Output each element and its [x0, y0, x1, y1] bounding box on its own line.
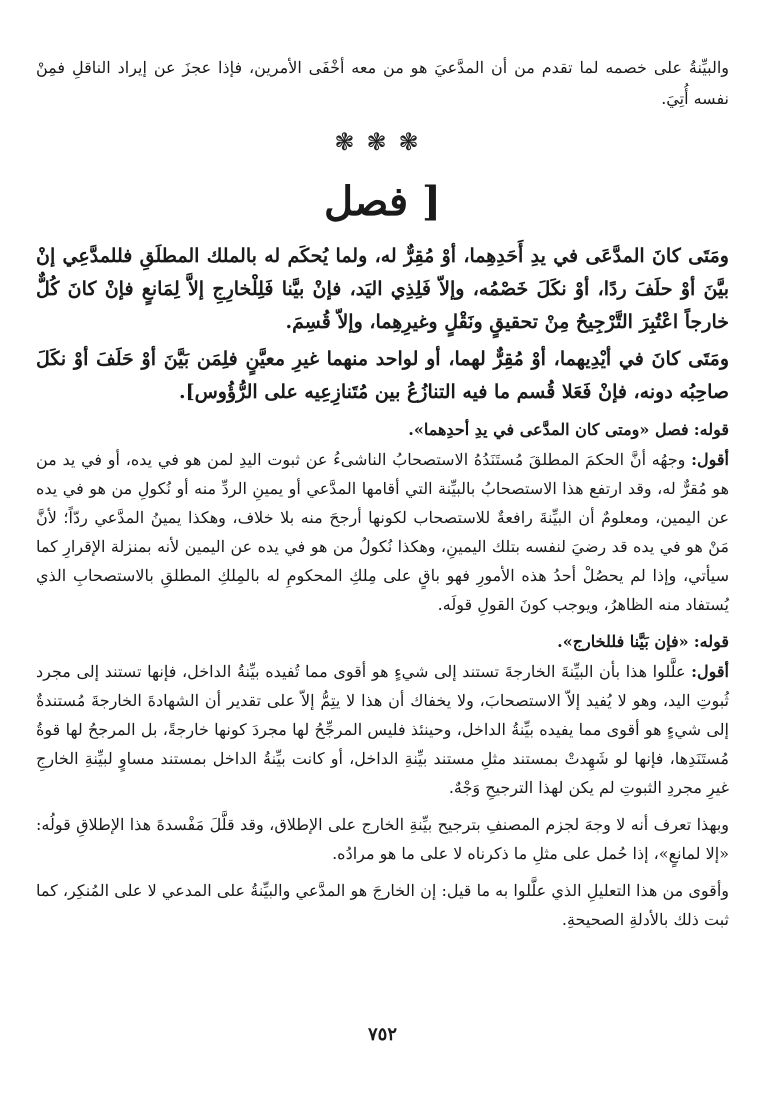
aqul-text-2: علَّلوا هذا بأن البيِّنةَ الخارجةَ تستند إلى شيءٍ هو أقوى مما تُفيده بيِّنةُ الداخل، فإنها تستند إلى مجرد ثُبوتِ اليد، وهو لا يُفيد إلاّ الاستصحابَ، ولا يخفاك أن هذا لا يتِمُّ إلاّ على تقدير أن الشهادةَ الخارجةَ مُستندةٌ إلى شيءٍ هو أقوى مما يفيده بيِّنةُ الداخل، وحينئذ فليس المرجِّحُ لها مجردَ كونها خارجةً، بل المرجحُ لها قوةُ مُستَنَدِها، فإنها لو شَهِدتْ بمستند مثلِ مستند بيِّنةِ الداخل، أو كانت بيِّنةُ الداخل بمستند مساوٍ لبيِّنةِ الخارجِ غيرِ مجردِ الثبوتِ لم يكن لهذا الترجيحِ وَجْهٌ.: [36, 662, 730, 797]
qawl-label-2: قوله:: [693, 632, 729, 651]
section-heading: [ فصل: [324, 178, 441, 225]
commentary-paragraph-3: وبهذا تعرف أنه لا وجهَ لجزم المصنفِ بترجيح بيِّنةِ الخارج على الإطلاق، وقد قلَّلَ مَفْسدةَ هذا الإطلاقِ قولُه: «إلا لمانعٍ»، إذا حُمل على مثلِ ما ذكرناه لا على ما هو مرادُه.: [36, 815, 729, 863]
qawl-text-1: فصل «ومتى كان المدَّعى في يدِ أحدِهما».: [408, 420, 689, 439]
qawl-heading-1: [36, 415, 729, 445]
commentary-paragraph-4: وأقوى من هذا التعليلِ الذي علَّلوا به ما قيل: إن الخارجَ هو المدَّعي والبيِّنةُ على المدعي لا على المُنكِر، كما ثبت ذلك بالأدلةِ الصحيحةِ.: [36, 881, 729, 929]
page-number: ٧٥٢: [367, 1024, 397, 1045]
commentary-paragraph-2: [36, 657, 729, 802]
aqul-text-1: وجهُه أنَّ الحكمَ المطلقَ مُستَنَدُهُ الاستصحابُ الناشىءُ عن ثبوت اليدِ لمن هو في يده، أو في يد من هو مُقرٌّ له، وقد ارتفع هذا الاستصحابُ بالبيِّنة التي أقامها المدَّعي أو يمينِ الردِّ منه أو نُكولِ من هو في يده عن اليمين، ومعلومٌ أن البيِّنةَ رافعةٌ للاستصحاب لكونها أرجحَ منه بلا خلاف، وهكذا يمينُ المدَّعي ردّاً؛ لأنَّ مَنْ هو في يده قد رضيَ لنفسه بتلك اليمينِ، وهكذا نُكولُ من هو في يده عن اليمين لأنه بمنزلة الإقرارِ كما سيأتي، وإذا لم يحصُلْ أحدُ هذه الأمورِ فهو باقٍ على مِلكِ المحكومِ له بالمِلكِ المطلقِ بالاستصحابِ الذي يُستفاد منه الظاهرُ، ويوجب كونَ القولِ قولَه.: [36, 450, 730, 614]
matn-paragraph-2: ومَتَى كانَ في أيْدِيهما، أوْ مُقِرٌّ لهما، أو لواحد منهما غيرِ معيَّنٍ فلِمَن بَيَّنَ أوْ حَلَفَ أوْ نكَلَ صاحِبُه دونه، فإنْ فَعَلا قُسم ما فيه التنازُعُ بين مُتَنازِعِيه على الرُّؤُوس].: [36, 348, 729, 403]
top-paragraph: والبيِّنةُ على خصمه لما تقدم من أن المدَّعيَ هو من معه أخْفَى الأمرين، فإذا عجزَ عن إيراد الناقلِ فمِنْ نفسه أُتِيَ.: [36, 58, 729, 108]
aqul-label-2: أقول:: [691, 662, 729, 681]
qawl-label-1: قوله:: [693, 420, 729, 439]
qawl-text-2: «فإن بَيَّنا فللخارج».: [557, 632, 689, 651]
matn-paragraph-1: ومَتَى كانَ المدَّعَى في يدِ أَحَدِهِما، أوْ مُقِرٌّ له، ولما يُحكَم له بالملك المطلَقِ فللمدَّعِي إنْ بيَّنَ أوْ حلَفَ ردًا، أوْ نكَلَ خَصْمُه، وإلاّ فَلِذِي اليَد، فإنْ بيَّنا فَلِلْخارِجِ إلاَّ لِمَانعٍ فإنْ كانَ كُلٌّ خارجاً اعْتُبِرَ التَّرْجِيحُ مِنْ تحقيقٍ ونَقْلٍ وغيرِهِما، وإلاّ قُسِمَ.: [36, 245, 729, 333]
qawl-heading-2: [36, 627, 729, 657]
section-separator: ❃❃❃: [334, 128, 431, 156]
commentary-paragraph-1: [36, 445, 729, 619]
aqul-label-1: أقول:: [691, 450, 729, 469]
